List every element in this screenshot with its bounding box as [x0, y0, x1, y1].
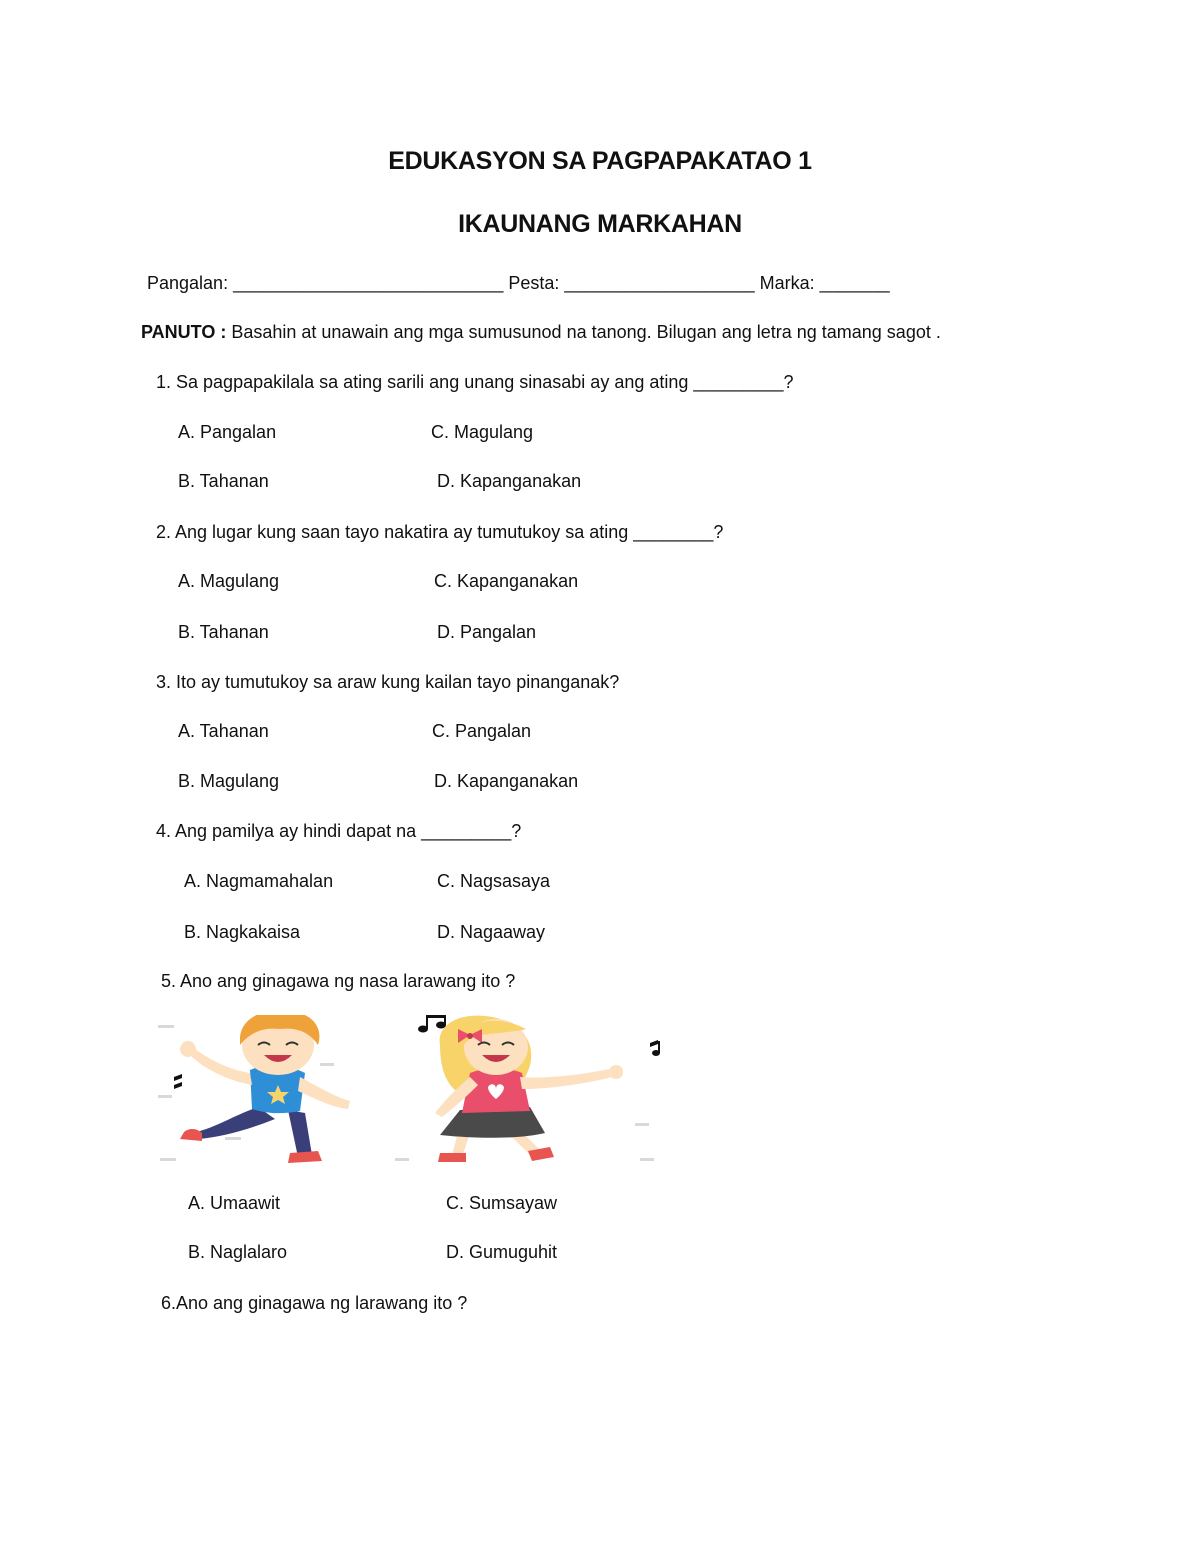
- choice-2b[interactable]: B. Tahanan: [178, 622, 269, 642]
- dancing-kids-illustration: [140, 1015, 665, 1165]
- instructions-label: PANUTO :: [141, 322, 227, 342]
- question-6: 6.Ano ang ginagawa ng larawang ito ?: [161, 1293, 468, 1313]
- instructions: [141, 322, 941, 343]
- question-2: 2. Ang lugar kung saan tayo nakatira ay tumutukoy sa ating ________?: [156, 522, 724, 542]
- choice-3b[interactable]: B. Magulang: [178, 771, 280, 791]
- girl-figure: [435, 1016, 623, 1162]
- choice-3a[interactable]: A. Tahanan: [178, 721, 269, 741]
- choice-5d[interactable]: D. Gumuguhit: [446, 1242, 558, 1262]
- choice-1a[interactable]: A. Pangalan: [178, 422, 277, 442]
- choice-2c[interactable]: C. Kapanganakan: [434, 571, 579, 591]
- choice-4b[interactable]: B. Nagkakaisa: [184, 922, 301, 942]
- choice-3c[interactable]: C. Pangalan: [432, 721, 532, 741]
- choice-5a[interactable]: A. Umaawit: [188, 1193, 281, 1213]
- question-3: 3. Ito ay tumutukoy sa araw kung kailan tayo pinanganak?: [156, 672, 620, 692]
- choice-3d[interactable]: D. Kapanganakan: [434, 771, 579, 791]
- choice-1c[interactable]: C. Magulang: [431, 422, 534, 442]
- choice-4a[interactable]: A. Nagmamahalan: [184, 871, 334, 891]
- choice-4d[interactable]: D. Nagaaway: [437, 922, 546, 942]
- choice-5c[interactable]: C. Sumsayaw: [446, 1193, 558, 1213]
- question-5: 5. Ano ang ginagawa ng nasa larawang ito ?: [161, 971, 516, 991]
- instructions-text: Basahin at unawain ang mga sumusunod na tanong. Bilugan ang letra ng tamang sagot .: [226, 322, 941, 342]
- boy-figure: [180, 1015, 350, 1163]
- choice-5b[interactable]: B. Naglalaro: [188, 1242, 288, 1262]
- student-info-line: Pangalan: ___________________________ Pesta: ___________________ Marka: _______: [147, 273, 890, 293]
- choice-1d[interactable]: D. Kapanganakan: [437, 471, 582, 491]
- choice-4c[interactable]: C. Nagsasaya: [437, 871, 551, 891]
- page-title: EDUKASYON SA PAGPAPAKATAO 1: [388, 147, 812, 175]
- choice-2a[interactable]: A. Magulang: [178, 571, 280, 591]
- page-subtitle: IKAUNANG MARKAHAN: [458, 210, 742, 238]
- choice-2d[interactable]: D. Pangalan: [437, 622, 537, 642]
- choice-1b[interactable]: B. Tahanan: [178, 471, 269, 491]
- question-1: 1. Sa pagpapakilala sa ating sarili ang unang sinasabi ay ang ating _________?: [156, 372, 794, 392]
- question-4: 4. Ang pamilya ay hindi dapat na _________?: [156, 821, 522, 841]
